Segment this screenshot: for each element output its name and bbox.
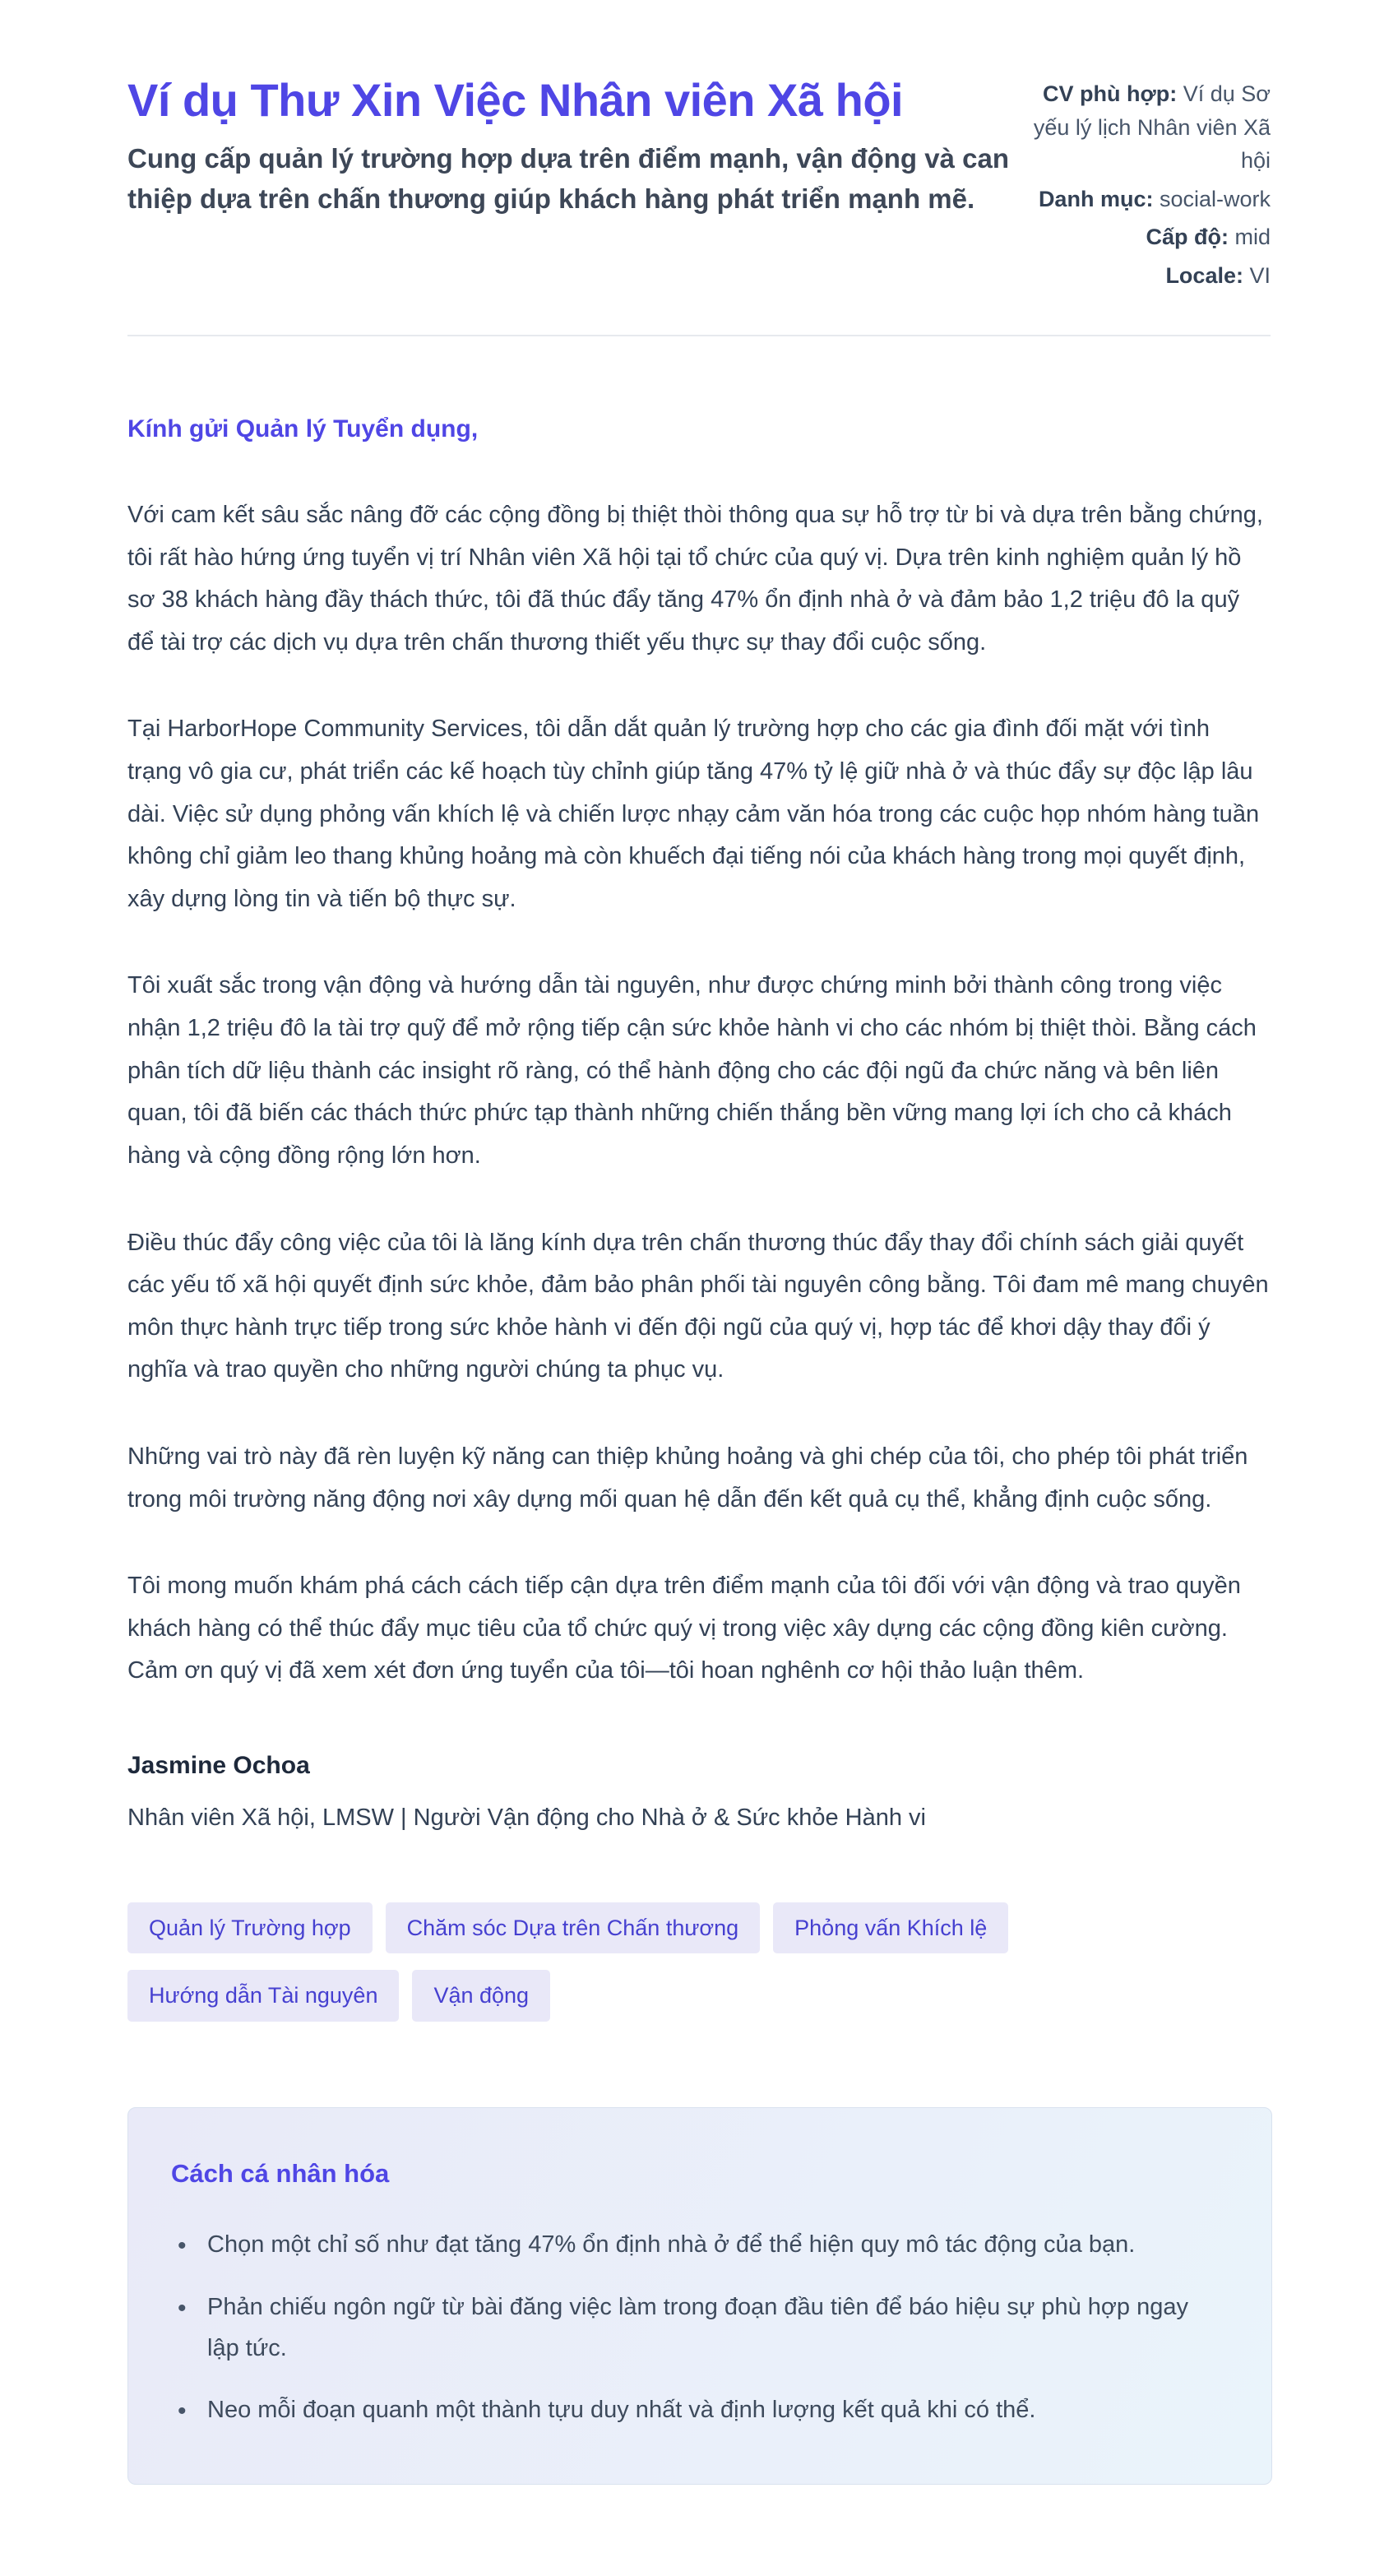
meta-list: [1021, 77, 1271, 297]
letter-paragraph: Những vai trò này đã rèn luyện kỹ năng can thiệp khủng hoảng và ghi chép của tôi, cho phép tôi phát triển trong môi trường năng động nơi xây dựng mối quan hệ dẫn đến kết quả cụ thể, khẳng định cuộc sống.: [127, 1443, 1248, 1513]
letter-paragraph: Tại HarborHope Community Services, tôi dẫn dắt quản lý trường hợp cho các gia đình đối mặt với tình trạng vô gia cư, phát triển các kế hoạch tùy chỉnh giúp tăng 47% tỷ lệ giữ nhà ở và thúc đẩy sự độc lập lâu dài. Việc sử dụng phỏng vấn khích lệ và chiến lược nhạy cảm văn hóa trong các cuộc họp nhóm hàng tuần không chỉ giảm leo thang khủng hoảng mà còn khuếch đại tiếng nói của khách hàng trong mọi quyết định, xây dựng lòng tin và tiến bộ thực sự.: [127, 716, 1260, 912]
letter-greeting: Kính gửi Quản lý Tuyển dụng,: [127, 415, 479, 442]
meta-item-locale: [1021, 259, 1271, 293]
meta-item-matching-resume: [1021, 77, 1271, 178]
signature-name: Jasmine Ochoa: [127, 1752, 310, 1780]
letter-paragraph: Tôi mong muốn khám phá cách cách tiếp cận dựa trên điểm mạnh của tôi đối với vận động và trao quyền khách hàng có thể thúc đẩy mục tiêu của tổ chức quý vị trong việc xây dựng các cộng đồng kiên cường. Cảm ơn quý vị đã xem xét đơn ứng tuyển của tôi—tôi hoan nghênh cơ hội thảo luận thêm.: [127, 1573, 1241, 1684]
callout-bullet: • Phản chiếu ngôn ngữ từ bài đăng việc làm trong đoạn đầu tiên để báo hiệu sự phù hợp ngay lập tức.: [171, 2287, 1207, 2370]
header-title-block: [127, 72, 1021, 220]
skill-tag: Chăm sóc Dựa trên Chấn thương: [386, 1902, 761, 1953]
meta-label: Locale:: [1165, 262, 1243, 288]
page-subtitle: Cung cấp quản lý trường hợp dựa trên điểm mạnh, vận động và can thiệp dựa trên chấn thương giúp khách hàng phát triển mạnh mẽ.: [127, 143, 1010, 215]
callout-bullet-list: [171, 2225, 1229, 2432]
letter-paragraph: Tôi xuất sắc trong vận động và hướng dẫn tài nguyên, như được chứng minh bởi thành công trong việc nhận 1,2 triệu đô la tài trợ quỹ để mở rộng tiếp cận sức khỏe hành vi cho các nhóm bị thiệt thòi. Bằng cách phân tích dữ liệu thành các insight rõ ràng, có thể hành động cho các đội ngũ đa chức năng và bên liên quan, tôi đã biến các thách thức phức tạp thành những chiến thắng bền vững mang lợi ích cho cả khách hàng và cộng đồng rộng lớn hơn.: [127, 972, 1257, 1169]
header-divider: [127, 335, 1271, 336]
skill-tag: Phỏng vấn Khích lệ: [773, 1902, 1008, 1953]
page-title: Ví dụ Thư Xin Việc Nhân viên Xã hội: [127, 74, 904, 126]
skill-tag: Vận động: [412, 1970, 550, 2021]
skill-tag-list: [127, 1902, 1271, 2022]
meta-value: VI: [1249, 262, 1271, 288]
meta-label: Cấp độ:: [1146, 225, 1229, 249]
meta-label: Danh mục:: [1038, 186, 1154, 211]
meta-value: Ví dụ Sơ yếu lý lịch Nhân viên Xã hội: [1033, 81, 1271, 173]
meta-label: CV phù hợp:: [1043, 81, 1178, 106]
letter-paragraph: Với cam kết sâu sắc nâng đỡ các cộng đồng bị thiệt thòi thông qua sự hỗ trợ từ bi và dựa trên bằng chứng, tôi rất hào hứng ứng tuyển vị trí Nhân viên Xã hội tại tổ chức của quý vị. Dựa trên kinh nghiệm quản lý hồ sơ 38 khách hàng đầy thách thức, tôi đã thúc đẩy tăng 47% ổn định nhà ở và đảm bảo 1,2 triệu đô la quỹ để tài trợ các dịch vụ dựa trên chấn thương thiết yếu thực sự thay đổi cuộc sống.: [127, 502, 1263, 656]
personalization-callout: [127, 2107, 1272, 2486]
meta-value: mid: [1234, 225, 1271, 249]
meta-value: social-work: [1159, 186, 1271, 211]
callout-title: Cách cá nhân hóa: [171, 2158, 390, 2188]
letter-paragraph: Điều thúc đẩy công việc của tôi là lăng kính dựa trên chấn thương thúc đẩy thay đổi chính sách giải quyết các yếu tố xã hội quyết định sức khỏe, đảm bảo phân phối tài nguyên công bằng. Tôi đam mê mang chuyên môn thực hành trực tiếp trong sức khỏe hành vi đến đội ngũ của quý vị, hợp tác để khơi dậy thay đổi ý nghĩa và trao quyền cho những người chúng ta phục vụ.: [127, 1229, 1269, 1383]
page-header: [127, 72, 1271, 297]
signature-role: Nhân viên Xã hội, LMSW | Người Vận động cho Nhà ở & Sức khỏe Hành vi: [127, 1805, 926, 1832]
skill-tag: Quản lý Trường hợp: [127, 1902, 373, 1953]
meta-item-category: [1021, 183, 1271, 216]
callout-bullet: • Neo mỗi đoạn quanh một thành tựu duy nhất và định lượng kết quả khi có thể.: [171, 2390, 1207, 2431]
skill-tag: Hướng dẫn Tài nguyên: [127, 1970, 399, 2021]
callout-bullet: • Chọn một chỉ số như đạt tăng 47% ổn định nhà ở để thể hiện quy mô tác động của bạn.: [171, 2225, 1207, 2266]
letter-body: [127, 415, 1271, 1832]
meta-item-level: [1021, 220, 1271, 254]
